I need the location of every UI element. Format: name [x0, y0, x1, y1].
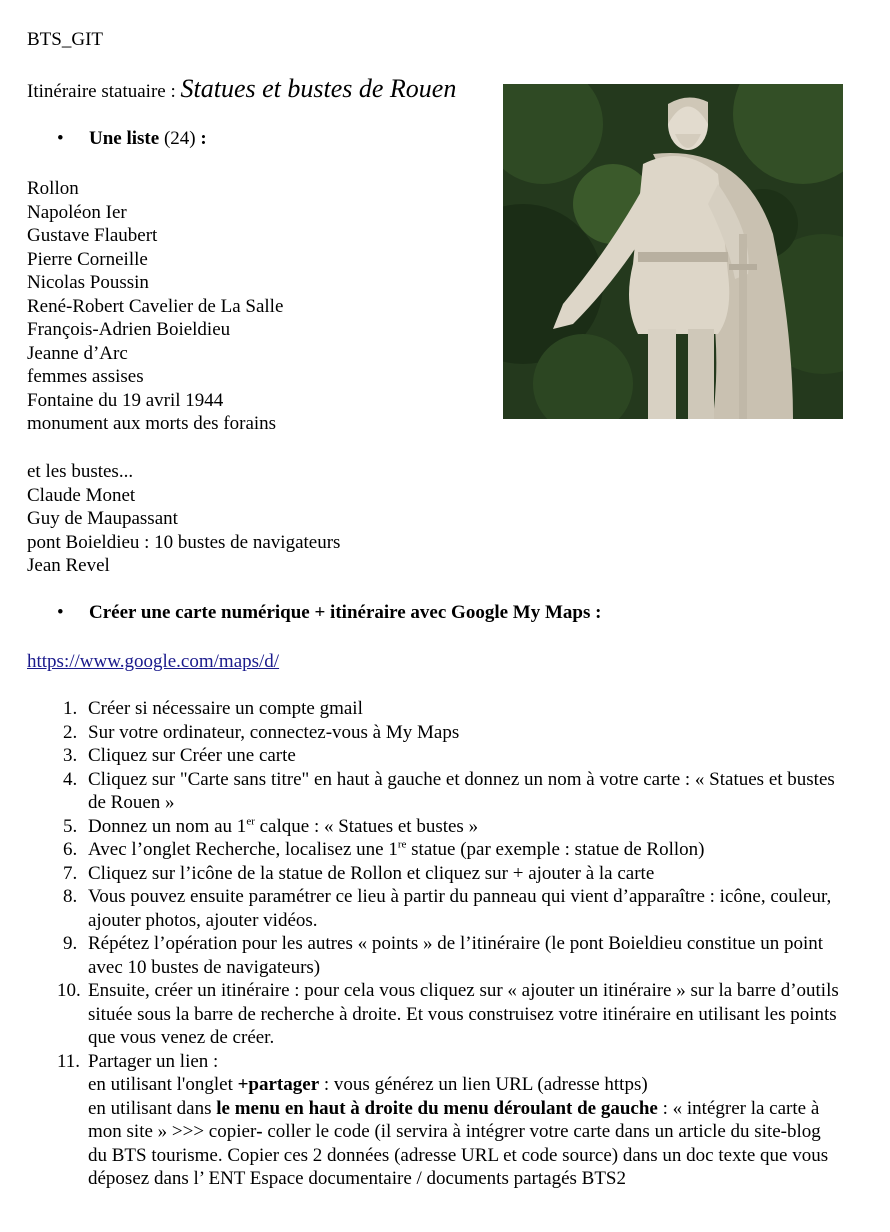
step-3: 3. Cliquez sur Créer une carte — [63, 745, 296, 766]
list-item: Nicolas Poussin — [27, 272, 149, 293]
rollon-statue-photo — [503, 84, 843, 419]
step-11: 11. Partager un lien : en utilisant l'onglet +partager : vous générez un lien URL (adresse https) en utilisant dans le menu en haut à droite du menu déroulant de gauche : « intégrer la carte à mon site » >>> copier- coller le code (il servira à intégrer votre carte dans un article du site-blog du BTS tourisme. Copier ces 2 données (adresse URL et code source) dans un doc texte que vous déposez dans l’ ENT Espace documentaire / documents partagés BTS2 — [57, 1050, 829, 1189]
list-item: Pierre Corneille — [27, 248, 148, 270]
step-9: 9. Répétez l’opération pour les autres « points » de l’itinéraire (le pont Boieldieu constitue un point avec 10 bustes de navigateurs) — [63, 933, 823, 978]
map-heading — [57, 601, 601, 625]
step-4: 4. Cliquez sur "Carte sans titre" en haut à gauche et donnez un nom à votre carte : « Statues et bustes de Rouen » — [63, 768, 835, 813]
statue-list — [27, 177, 283, 436]
list-heading — [57, 127, 207, 151]
step-10: 10. Ensuite, créer un itinéraire : pour cela vous cliquez sur « ajouter un itinéraire » sur la barre d’outils située sous la barre de recherche à droite. Et vous construisez votre itinéraire en utilisant les points que vous venez de créer. — [57, 980, 839, 1048]
list-item: pont Boieldieu : 10 bustes de navigateurs — [27, 531, 341, 553]
busts-intro: et les bustes... — [27, 461, 134, 482]
list-item: René-Robert Cavelier de La Salle — [27, 295, 284, 317]
title-prefix: Itinéraire statuaire : — [27, 81, 176, 102]
list-item: Napoléon Ier — [27, 201, 127, 223]
bust-list — [27, 460, 340, 578]
list-item: femmes assises — [27, 366, 144, 387]
list-item: François-Adrien Boieldieu — [27, 319, 231, 340]
step-8: 8. Vous pouvez ensuite paramétrer ce lieu à partir du panneau qui vient d’apparaître : icône, couleur, ajouter photos, ajouter vidéos. — [63, 886, 832, 931]
list-item: Jean Revel — [27, 555, 110, 576]
list-heading-colon: : — [200, 128, 207, 149]
my-maps-link[interactable]: https://www.google.com/maps/d/ — [27, 651, 280, 672]
steps-list — [57, 697, 843, 1191]
step-7: 7. Cliquez sur l’icône de la statue de Rollon et cliquez sur + ajouter à la carte — [63, 862, 655, 884]
statue-illustration — [503, 84, 843, 419]
list-item: Rollon — [27, 178, 79, 199]
list-heading-label: Une liste — [89, 128, 160, 149]
list-item: Fontaine du 19 avril 1944 — [27, 389, 224, 411]
list-item: Guy de Maupassant — [27, 508, 178, 529]
step-6: 6. Avec l’onglet Recherche, localisez une 1re statue (par exemple : statue de Rollon) — [63, 838, 705, 860]
step-1: 1. Créer si nécessaire un compte gmail — [63, 698, 363, 719]
document-header: BTS_GIT — [27, 29, 103, 50]
list-count: (24) — [163, 128, 196, 149]
page-title — [27, 74, 457, 104]
list-item: monument aux morts des forains — [27, 413, 277, 434]
list-item: Claude Monet — [27, 484, 136, 506]
step-5: 5. Donnez un nom au 1er calque : « Statues et bustes » — [63, 815, 479, 837]
map-heading-label: Créer une carte numérique + itinéraire avec Google My Maps : — [89, 602, 602, 623]
bullet-icon: • — [57, 128, 64, 149]
list-item: Jeanne d’Arc — [27, 342, 128, 364]
list-item: Gustave Flaubert — [27, 225, 158, 246]
bullet-icon: • — [57, 602, 64, 623]
step-2: 2. Sur votre ordinateur, connectez-vous à My Maps — [63, 721, 460, 743]
title-italic: Statues et bustes de Rouen — [180, 74, 457, 103]
